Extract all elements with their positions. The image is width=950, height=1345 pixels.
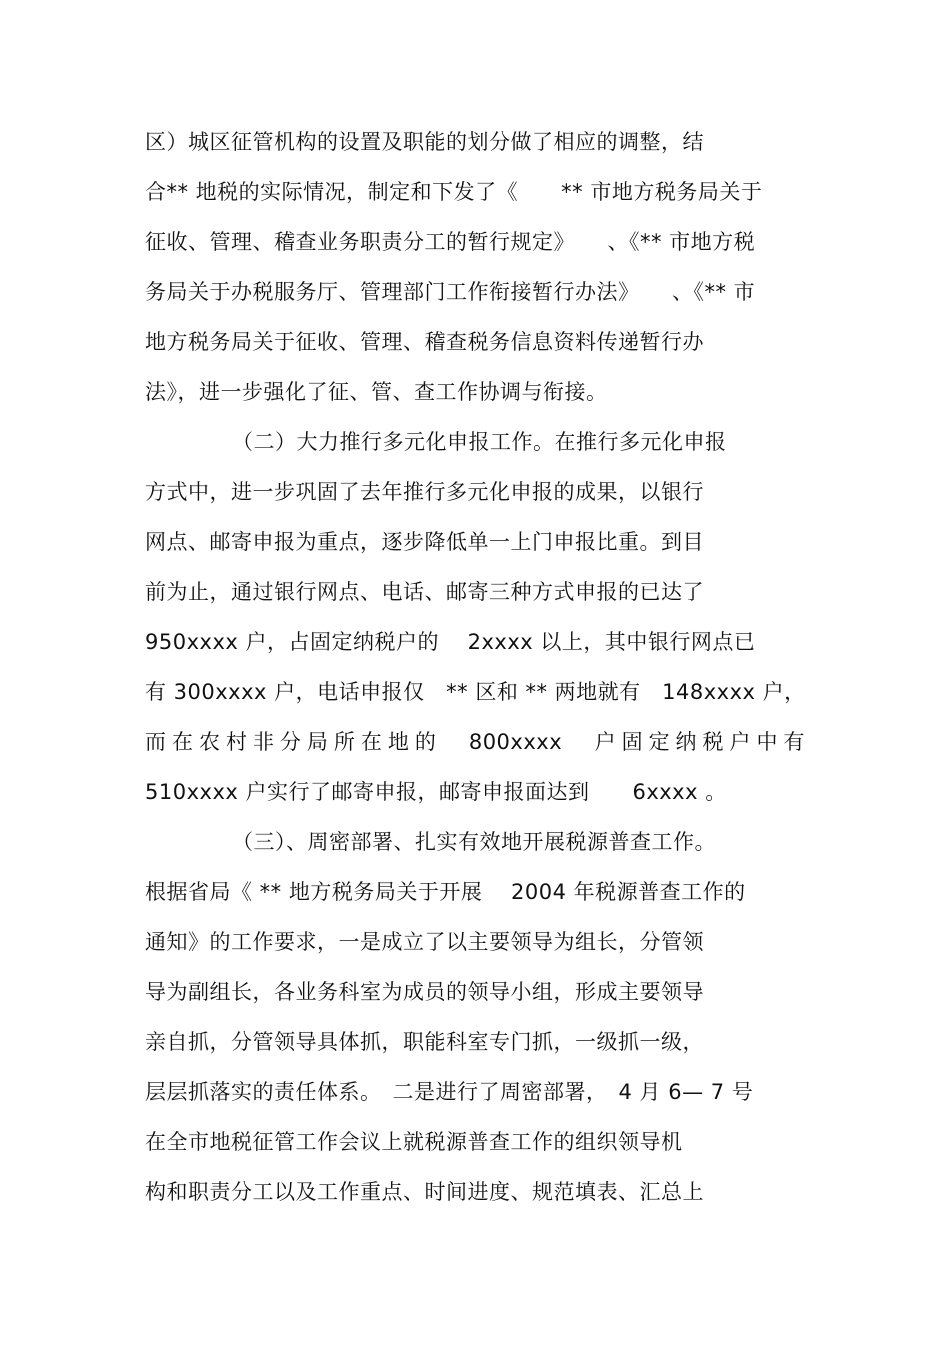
text-line: 根据省局《 ** 地方税务局关于开展 2004 年税源普查工作的 (145, 880, 746, 904)
text-line: 导为副组长，各业务科室为成员的领导小组，形成主要领导 (145, 980, 704, 1004)
text-line: 征收、管理、稽查业务职责分工的暂行规定》 、《** 市地方税 (145, 230, 756, 254)
text-line: 通知》的工作要求，一是成立了以主要领导为组长，分管领 (145, 930, 704, 954)
text-line: 前为止，通过银行网点、电话、邮寄三种方式申报的已达了 (145, 580, 704, 604)
paragraph-heading: （二）大力推行多元化申报工作。在推行多元化申报 (232, 430, 727, 454)
text-line: 方式中，进一步巩固了去年推行多元化申报的成果，以银行 (145, 480, 704, 504)
text-line: 合** 地税的实际情况，制定和下发了《 ** 市地方税务局关于 (145, 180, 763, 204)
text-line: 区）城区征管机构的设置及职能的划分做了相应的调整，结 (145, 130, 704, 154)
text-line: 510xxxx 户实行了邮寄申报，邮寄申报面达到 6xxxx 。 (145, 780, 727, 804)
text-line: 层层抓落实的责任体系。 二是进行了周密部署， 4 月 6— 7 号 (145, 1080, 754, 1104)
text-line: 法》，进一步强化了征、管、查工作协调与衔接。 (145, 380, 608, 404)
text-line: 务局关于办税服务厅、管理部门工作衔接暂行办法》 、《** 市 (145, 280, 756, 304)
text-line: 地方税务局关于征收、管理、稽查税务信息资料传递暂行办 (145, 330, 704, 354)
text-line: 950xxxx 户，占固定纳税户的 2xxxx 以上，其中银行网点已 (145, 630, 756, 654)
text-line: 有 300xxxx 户，电话申报仅 ** 区和 ** 两地就有 148xxxx 户， (145, 680, 806, 704)
text-line: 网点、邮寄申报为重点，逐步降低单一上门申报比重。到目 (145, 530, 704, 554)
text-line: 在全市地税征管工作会议上就税源普查工作的组织领导机 (145, 1130, 683, 1154)
text-line: 构和职责分工以及工作重点、时间进度、规范填表、汇总上 (145, 1180, 704, 1204)
text-line: 而在农村非分局所在地的 800xxxx 户固定纳税户中有 (145, 730, 805, 754)
paragraph-heading: （三）、周密部署、扎实有效地开展税源普查工作。 (232, 830, 716, 854)
text-line: 亲自抓，分管领导具体抓，职能科室专门抓，一级抓一级， (145, 1030, 704, 1054)
